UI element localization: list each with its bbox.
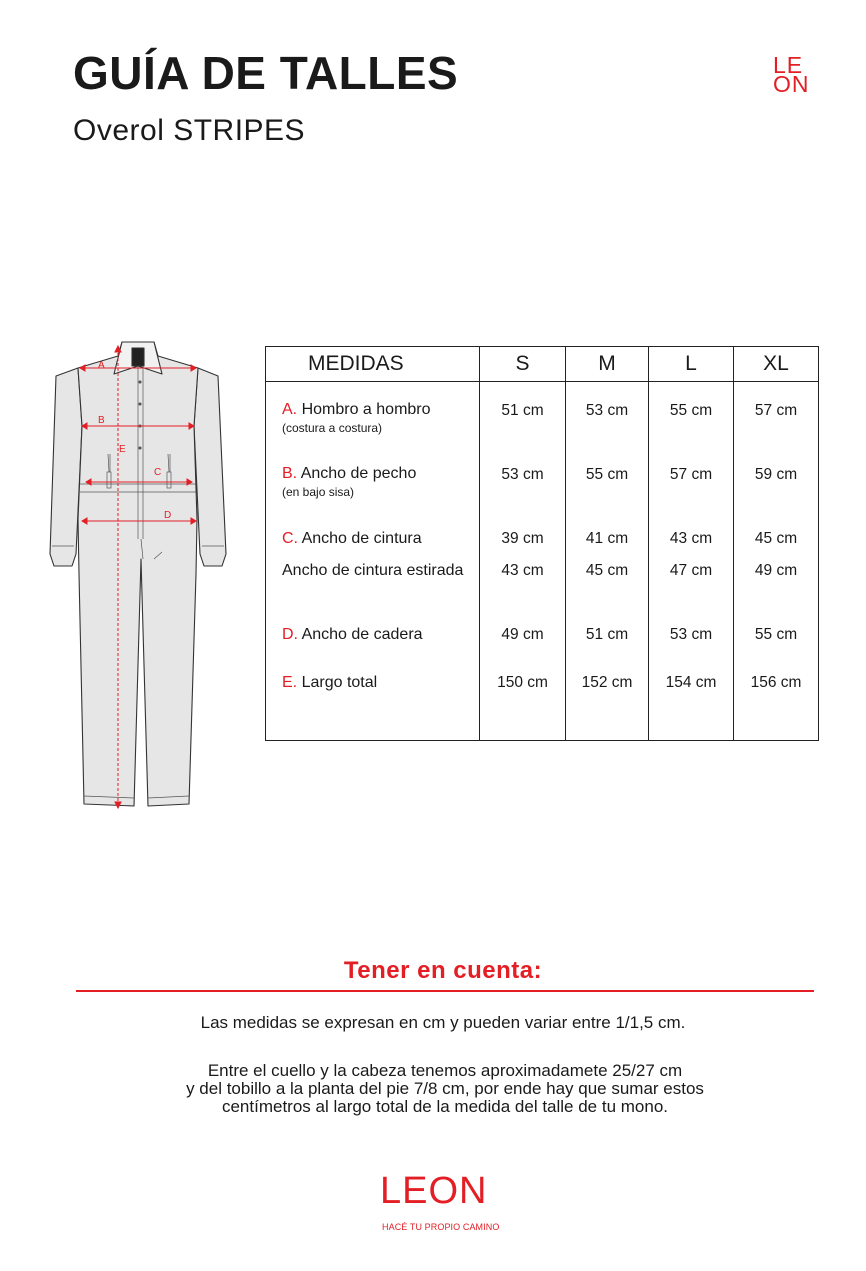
value-cell: 156 cm (750, 674, 802, 691)
header-medidas: MEDIDAS (266, 347, 480, 382)
size-s-column (480, 382, 566, 741)
header-size-s: S (480, 347, 566, 382)
header-size-m: M (566, 347, 649, 382)
value-cell: 59 cm (754, 466, 798, 483)
measure-name: Largo total (301, 674, 378, 691)
measure-note: (en bajo sisa) (282, 485, 355, 499)
note-line: centímetros al largo total de la medida del talle de tu mono. (221, 1097, 669, 1116)
value-cell: 51 cm (501, 402, 544, 419)
value-cell: 39 cm (501, 530, 544, 547)
label-d: D (164, 510, 172, 521)
size-table-header (266, 347, 819, 382)
measure-letter: D. (282, 626, 298, 643)
header-size-l: L (649, 347, 734, 382)
value-cell: 49 cm (754, 562, 798, 579)
note-line: Entre el cuello y la cabeza tenemos aproximadamete 25/27 cm (207, 1061, 683, 1080)
size-l-column (649, 382, 734, 741)
table-row (266, 382, 819, 741)
value-cell: 51 cm (585, 626, 629, 643)
label-e: E (119, 444, 126, 455)
value-cell: 152 cm (581, 674, 633, 691)
value-cell: 53 cm (585, 402, 629, 419)
footer-logo: LEON (380, 1170, 488, 1212)
size-m-column (566, 382, 649, 741)
notes-divider (76, 990, 814, 992)
brand-logo-line-2: ON (773, 71, 810, 97)
value-cell: 45 cm (754, 530, 798, 547)
value-cell: 154 cm (665, 674, 717, 691)
measure-labels-cell (266, 382, 480, 741)
value-cell: 55 cm (585, 466, 629, 483)
brand-logo-line-1: LE (773, 52, 804, 78)
measure-letter: E. (282, 674, 298, 691)
label-a: A (98, 360, 105, 371)
measure-b (282, 465, 416, 499)
measure-name: Ancho de cintura (301, 530, 422, 547)
measure-name: Ancho de pecho (300, 465, 417, 482)
value-cell: 49 cm (501, 626, 544, 643)
overall-garment-illustration (44, 334, 232, 812)
measure-name: Ancho de cintura estirada (282, 562, 464, 579)
footer-tagline: HACÉ TU PROPIO CAMINO (382, 1222, 500, 1232)
notes-heading: Tener en cuenta: (343, 957, 543, 984)
value-cell: 53 cm (501, 466, 544, 483)
measure-name: Ancho de cadera (301, 626, 423, 643)
note-length-advice (0, 1062, 866, 1116)
size-xl-column (734, 382, 819, 741)
note-line: y del tobillo a la planta del pie 7/8 cm, por ende hay que sumar estos (186, 1079, 704, 1098)
value-cell: 43 cm (669, 530, 713, 547)
value-cell: 57 cm (669, 466, 713, 483)
measure-d (282, 626, 423, 644)
value-cell: 41 cm (585, 530, 629, 547)
measure-e (282, 674, 377, 692)
measure-letter: B. (282, 465, 298, 482)
measure-note: (costura a costura) (282, 421, 383, 435)
measure-name: Hombro a hombro (301, 401, 431, 418)
product-name: Overol STRIPES (73, 114, 306, 147)
note-measurement-tolerance: Las medidas se expresan en cm y pueden variar entre 1/1,5 cm. (200, 1013, 686, 1032)
label-c: C (154, 467, 162, 478)
value-cell: 150 cm (497, 674, 548, 691)
value-cell: 53 cm (669, 626, 713, 643)
measure-letter: A. (282, 401, 298, 418)
label-b: B (98, 415, 105, 426)
value-cell: 47 cm (669, 562, 713, 579)
header-size-xl: XL (734, 347, 819, 382)
page-title: GUÍA DE TALLES (73, 47, 459, 99)
value-cell: 55 cm (754, 626, 798, 643)
brand-logo (773, 52, 817, 97)
value-cell: 45 cm (585, 562, 629, 579)
measure-c-stretched (282, 562, 463, 580)
measure-letter: C. (282, 530, 298, 547)
measure-c (282, 530, 422, 548)
value-cell: 55 cm (669, 402, 713, 419)
size-table (265, 346, 819, 741)
measure-a (282, 401, 431, 435)
value-cell: 43 cm (501, 562, 544, 579)
value-cell: 57 cm (754, 402, 798, 419)
